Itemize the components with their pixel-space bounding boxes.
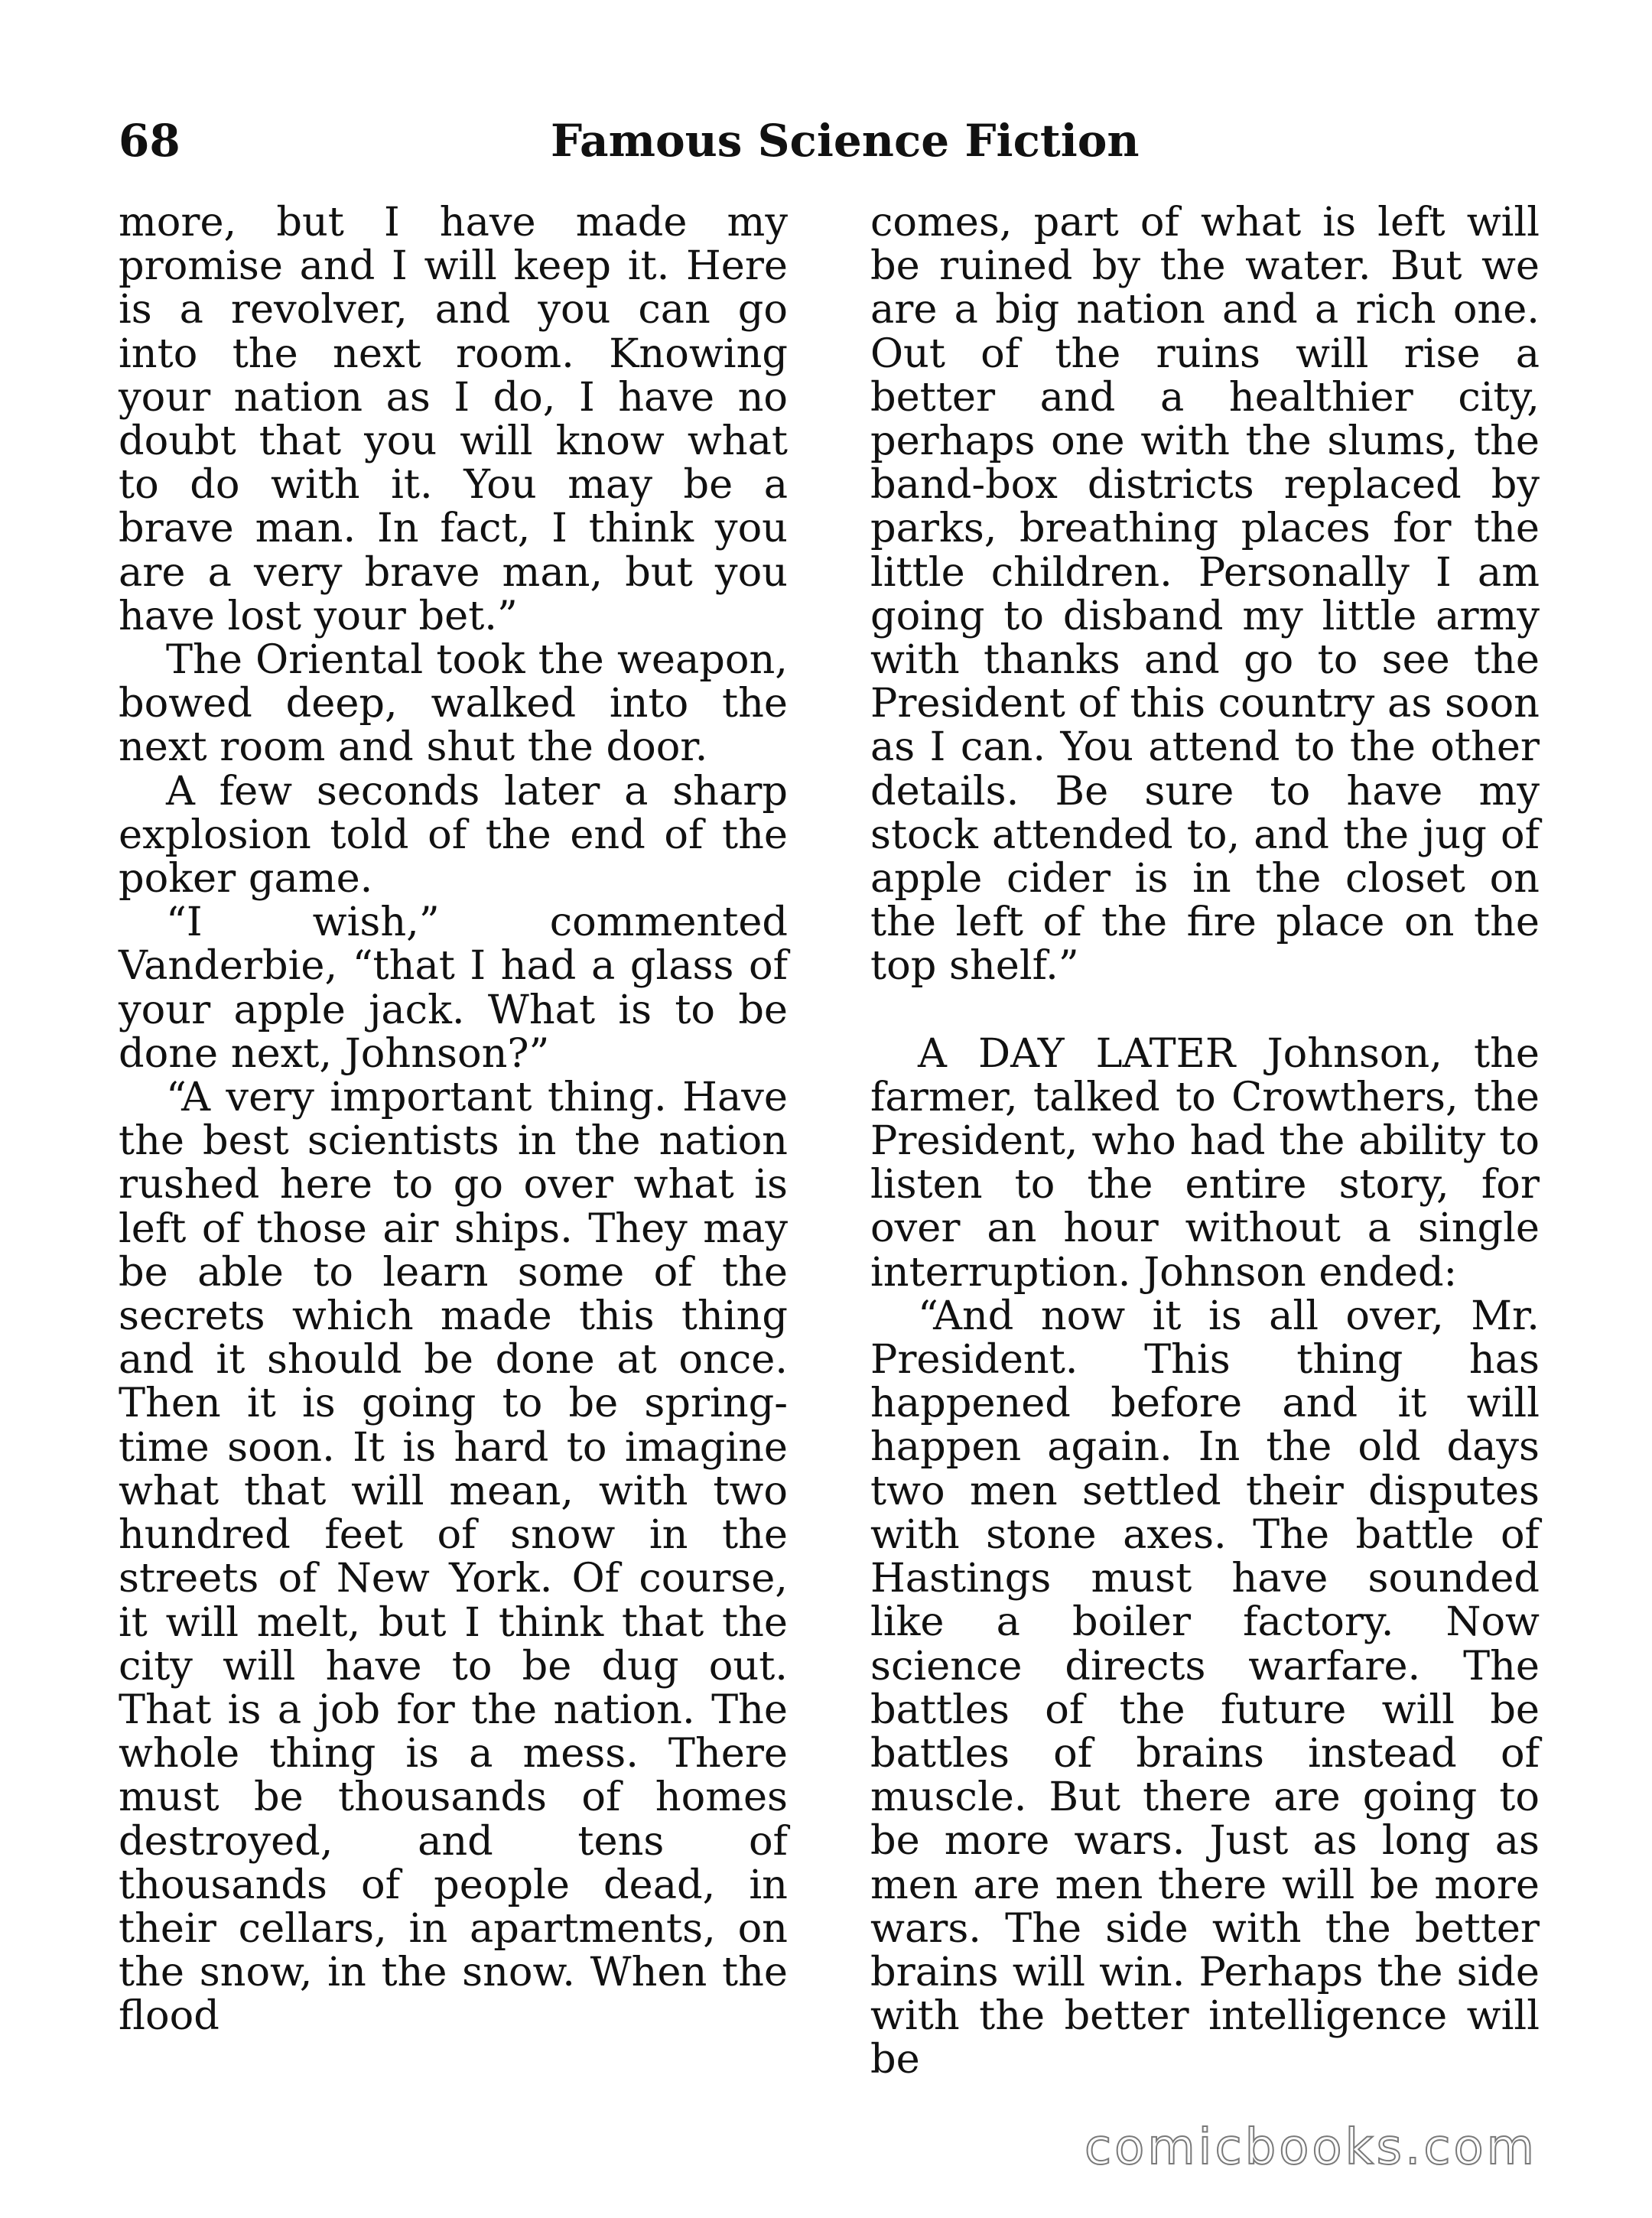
paragraph: “I wish,” commented Vanderbie, “that I had a glass of your apple jack. What is to be done next, Johnson?” bbox=[119, 899, 788, 1077]
paragraph: The Oriental took the weapon, bowed deep, walked into the next room and shut the door. bbox=[119, 636, 788, 771]
section-start-paragraph: A DAY LATER Johnson, the farmer, talked to Crowthers, the President, who had the ability to listen to the entire story, for over an hour without a single interruption. Johnson ended: bbox=[870, 1029, 1540, 1296]
right-column bbox=[870, 200, 1540, 2082]
running-title: Famous Science Fiction bbox=[551, 115, 1140, 167]
paragraph: A few seconds later a sharp explosion told of the end of the poker game. bbox=[119, 767, 788, 902]
paragraph: “A very important thing. Have the best scientists in the nation rushed here to go over what is left of those air ships. They may be able to learn some of the secrets which made this thing and it should be done at once. Then it is going to be spring-time soon. It is hard to imagine what that will mean, with two hundred feet of snow in the streets of New York. Of course, it will melt, but I think that the city will have to be dug out. That is a job for the nation. The whole thing is a mess. There must be thousands of homes destroyed, and tens of thousands of people dead, in their cellars, in apartments, on the snow, in the snow. When the flood bbox=[119, 1074, 788, 2040]
watermark-logo: comicbooks.com bbox=[1084, 2119, 1537, 2176]
left-column bbox=[119, 200, 788, 2038]
paragraph: comes, part of what is left will be ruined by the water. But we are a big nation and a rich one. Out of the ruins will rise a better and a healthier city, perhaps one with the slums, the band-box districts replaced by parks, breathing places for the little children. Personally I am going to disband my little army with thanks and go to see the President of this country as soon as I can. You attend to the other details. Be sure to have my stock attended to, and the jug of apple cider is in the closet on the left of the fire place on the top shelf.” bbox=[870, 199, 1540, 990]
paragraph: “And now it is all over, Mr. President. This thing has happened before and it will happen again. In the old days two men settled their disputes with stone axes. The battle of Hastings must have sounded like a boiler factory. Now science directs warfare. The battles of the future will be battles of brains instead of muscle. But there are going to be more wars. Just as long as men are men there will be more wars. The side with the better brains will win. Perhaps the side with the better intelligence will be bbox=[870, 1292, 1540, 2083]
page-number: 68 bbox=[119, 115, 180, 167]
paragraph: more, but I have made my promise and I will keep it. Here is a revolver, and you can go into the next room. Knowing your nation as I do, I have no doubt that you will know what to do with it. You may be a brave man. In fact, I think you are a very brave man, but you have lost your bet.” bbox=[119, 199, 788, 639]
